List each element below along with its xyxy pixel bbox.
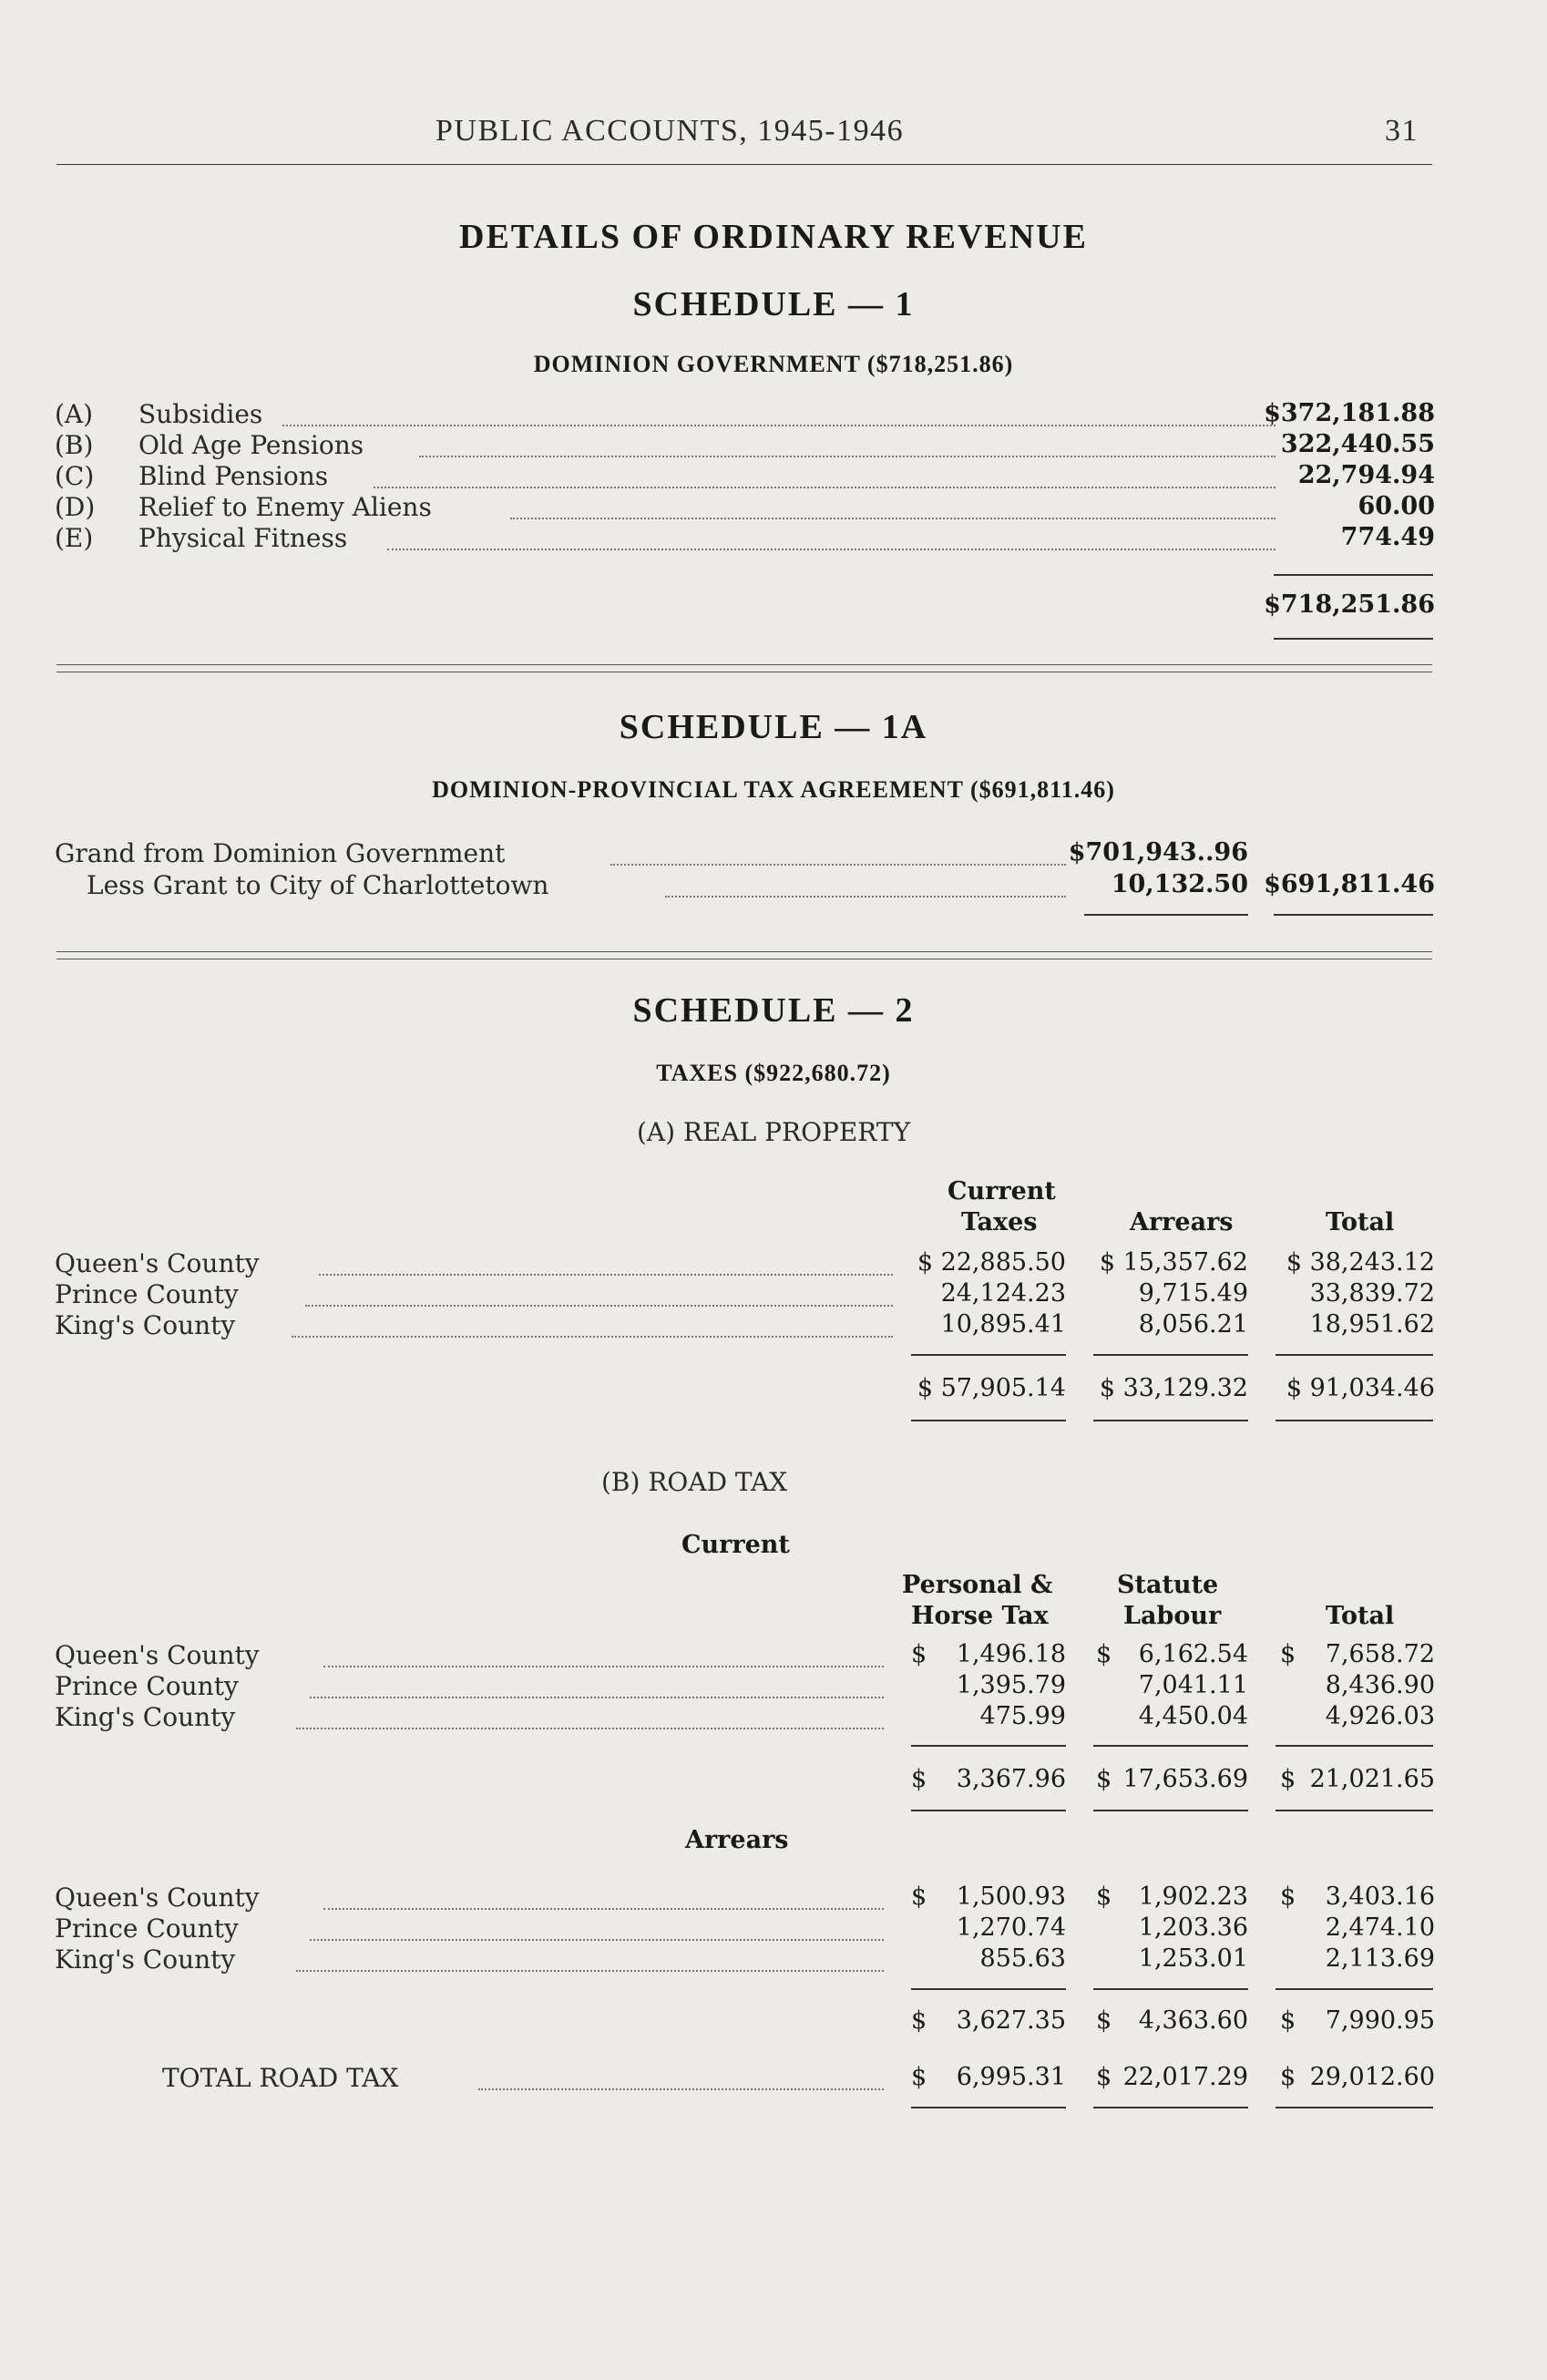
cell-total: 4,926.03 [1325, 1702, 1435, 1730]
grant-row-amount: $701,943..96 [1068, 838, 1248, 867]
schedule1a-rule [1084, 914, 1248, 916]
item-letter: (B) [55, 430, 94, 460]
grant-row-label: Less Grant to City of Charlottetown [87, 870, 549, 900]
total-total: $ 91,034.46 [1286, 1374, 1435, 1402]
arrears-total-personal: 3,627.35 [956, 2006, 1066, 2035]
item-label: Blind Pensions [138, 461, 329, 491]
dot-leader [374, 487, 1276, 488]
grant-row-label: Grand from Dominion Government [55, 838, 506, 868]
county-label: Queen's County [55, 1882, 260, 1913]
cell-current: 24,124.23 [940, 1279, 1066, 1308]
cell-current: 10,895.41 [940, 1310, 1066, 1339]
item-letter: (C) [55, 461, 95, 491]
cell-total: 2,474.10 [1325, 1913, 1435, 1942]
total-current: $ 57,905.14 [917, 1374, 1066, 1402]
dollar-sign: $ [911, 1640, 927, 1668]
county-label: Prince County [55, 1671, 239, 1701]
col-header-total: Total [1326, 1602, 1395, 1630]
dollar-sign: $ [911, 2063, 927, 2091]
dot-leader [510, 518, 1276, 519]
cell-statute: 1,203.36 [1138, 1913, 1248, 1942]
double-rule [911, 1810, 1066, 1811]
county-label: Queen's County [55, 1248, 260, 1278]
double-rule [911, 1420, 1066, 1421]
col-header-personal: Personal & [902, 1571, 1053, 1599]
double-rule [1093, 1810, 1248, 1811]
dot-leader [310, 1939, 884, 1941]
sum-rule [1093, 1988, 1248, 1990]
grand-total-statute: 22,017.29 [1122, 2063, 1248, 2091]
dollar-sign: $ [1280, 1882, 1296, 1911]
grant-row-amount: 10,132.50 [1111, 870, 1248, 898]
dot-leader [323, 1908, 884, 1910]
arrears-total-statute: 4,363.60 [1138, 2006, 1248, 2035]
schedule1a-title: SCHEDULE — 1A [619, 708, 928, 746]
cell-total: 7,658.72 [1325, 1640, 1435, 1668]
sum-rule [1276, 1745, 1433, 1747]
cell-total: 2,113.69 [1325, 1944, 1435, 1973]
current-total-personal: 3,367.96 [956, 1765, 1066, 1793]
dot-leader [319, 1274, 893, 1276]
road-arrears-label: Arrears [685, 1826, 789, 1854]
main-title: DETAILS OF ORDINARY REVENUE [459, 218, 1088, 256]
dot-leader [282, 425, 1276, 426]
header-rule [56, 164, 1432, 165]
schedule2-subtitle: TAXES ($922,680.72) [656, 1060, 891, 1086]
item-letter: (D) [55, 492, 96, 522]
dollar-sign: $ [911, 1882, 927, 1911]
sum-rule [911, 1354, 1066, 1356]
item-amount: 322,440.55 [1280, 430, 1435, 458]
county-label: Prince County [55, 1279, 239, 1309]
double-rule [1276, 2107, 1433, 2108]
section-divider [56, 664, 1432, 665]
current-total-statute: 17,653.69 [1122, 1765, 1248, 1793]
road-tax-heading: (B) ROAD TAX [601, 1467, 788, 1497]
dollar-sign: $ [911, 2006, 927, 2035]
cell-personal: 1,270.74 [956, 1913, 1066, 1942]
double-rule [1276, 1420, 1433, 1421]
cell-statute: 7,041.11 [1138, 1671, 1248, 1699]
dollar-sign: $ [1280, 1640, 1296, 1668]
cell-current: $ 22,885.50 [917, 1248, 1066, 1277]
schedule2-title: SCHEDULE — 2 [632, 991, 915, 1030]
cell-personal: 1,496.18 [956, 1640, 1066, 1668]
item-amount: 60.00 [1357, 492, 1435, 520]
cell-total: 18,951.62 [1309, 1310, 1435, 1339]
col-header-horse-tax: Horse Tax [911, 1602, 1049, 1630]
sum-rule [1276, 1988, 1433, 1990]
arrears-total-total: 7,990.95 [1325, 2006, 1435, 2035]
cell-arrears: 8,056.21 [1138, 1310, 1248, 1339]
sum-rule [1093, 1745, 1248, 1747]
item-amount: $372,181.88 [1264, 399, 1435, 427]
dollar-sign: $ [1280, 2006, 1296, 2035]
grand-total-total: 29,012.60 [1309, 2063, 1435, 2091]
dot-leader [292, 1336, 893, 1338]
dot-leader [296, 1728, 884, 1729]
cell-personal: 475.99 [979, 1702, 1066, 1730]
dollar-sign: $ [1096, 1882, 1112, 1911]
schedule1-total-rule [1274, 638, 1433, 640]
cell-statute: 4,450.04 [1138, 1702, 1248, 1730]
cell-personal: 1,395.79 [956, 1671, 1066, 1699]
schedule1-subtitle: DOMINION GOVERNMENT ($718,251.86) [533, 351, 1014, 377]
current-total-total: 21,021.65 [1309, 1765, 1435, 1793]
double-rule [911, 2107, 1066, 2108]
item-label: Physical Fitness [138, 523, 348, 553]
dollar-sign: $ [1096, 2006, 1112, 2035]
col-header-labour: Labour [1123, 1602, 1222, 1630]
dollar-sign: $ [911, 1765, 927, 1793]
sum-rule [911, 1745, 1066, 1747]
item-label: Subsidies [138, 399, 263, 429]
sum-rule [911, 1988, 1066, 1990]
dollar-sign: $ [1096, 2063, 1112, 2091]
dot-leader [478, 2088, 884, 2090]
dollar-sign: $ [1280, 1765, 1296, 1793]
total-road-tax-label: TOTAL ROAD TAX [162, 2063, 399, 2093]
page-number: 31 [1385, 114, 1419, 148]
county-label: King's County [55, 1702, 236, 1732]
cell-personal: 855.63 [979, 1944, 1066, 1973]
running-header-title: PUBLIC ACCOUNTS, 1945-1946 [435, 114, 905, 148]
schedule1a-subtitle: DOMINION-PROVINCIAL TAX AGREEMENT ($691,811.46) [432, 776, 1115, 803]
schedule1-total: $718,251.86 [1264, 590, 1435, 619]
cell-statute: 6,162.54 [1138, 1640, 1248, 1668]
cell-total: $ 38,243.12 [1286, 1248, 1435, 1277]
dot-leader [419, 456, 1276, 457]
dot-leader [323, 1666, 884, 1667]
cell-arrears: 9,715.49 [1138, 1279, 1248, 1308]
county-label: Queen's County [55, 1640, 260, 1670]
item-label: Relief to Enemy Aliens [138, 492, 432, 522]
total-arrears: $ 33,129.32 [1099, 1374, 1248, 1402]
double-rule [1093, 2107, 1248, 2108]
cell-total: 8,436.90 [1325, 1671, 1435, 1699]
cell-personal: 1,500.93 [956, 1882, 1066, 1911]
grant-row-total: $691,811.46 [1264, 870, 1435, 898]
col-header-taxes: Taxes [961, 1208, 1038, 1236]
col-header-current: Current [948, 1177, 1056, 1205]
sum-rule [1276, 1354, 1433, 1356]
cell-statute: 1,902.23 [1138, 1882, 1248, 1911]
item-letter: (A) [55, 399, 94, 429]
double-rule [1276, 1810, 1433, 1811]
dot-leader [665, 896, 1066, 898]
item-letter: (E) [55, 523, 94, 553]
real-property-heading: (A) REAL PROPERTY [636, 1117, 911, 1147]
col-header-statute: Statute [1117, 1571, 1219, 1599]
col-header-total: Total [1326, 1208, 1395, 1236]
double-rule [1093, 1420, 1248, 1421]
schedule1a-rule [1274, 914, 1433, 916]
col-header-arrears: Arrears [1130, 1208, 1234, 1236]
grand-total-personal: 6,995.31 [956, 2063, 1066, 2091]
dot-leader [305, 1305, 893, 1307]
sum-rule [1093, 1354, 1248, 1356]
county-label: King's County [55, 1310, 236, 1340]
item-label: Old Age Pensions [138, 430, 364, 460]
county-label: King's County [55, 1944, 236, 1975]
section-divider [56, 951, 1432, 952]
dot-leader [296, 1970, 884, 1972]
dot-leader [610, 864, 1066, 866]
cell-total: 3,403.16 [1325, 1882, 1435, 1911]
item-amount: 774.49 [1340, 523, 1435, 551]
dollar-sign: $ [1096, 1640, 1112, 1668]
road-current-label: Current [681, 1531, 790, 1559]
dollar-sign: $ [1096, 1765, 1112, 1793]
item-amount: 22,794.94 [1297, 461, 1435, 489]
schedule1-sum-rule [1274, 574, 1433, 576]
dollar-sign: $ [1280, 2063, 1296, 2091]
cell-arrears: $ 15,357.62 [1099, 1248, 1248, 1277]
county-label: Prince County [55, 1913, 239, 1944]
schedule1-title: SCHEDULE — 1 [632, 285, 915, 323]
cell-total: 33,839.72 [1309, 1279, 1435, 1308]
dot-leader [310, 1697, 884, 1698]
dot-leader [387, 549, 1276, 550]
cell-statute: 1,253.01 [1138, 1944, 1248, 1973]
